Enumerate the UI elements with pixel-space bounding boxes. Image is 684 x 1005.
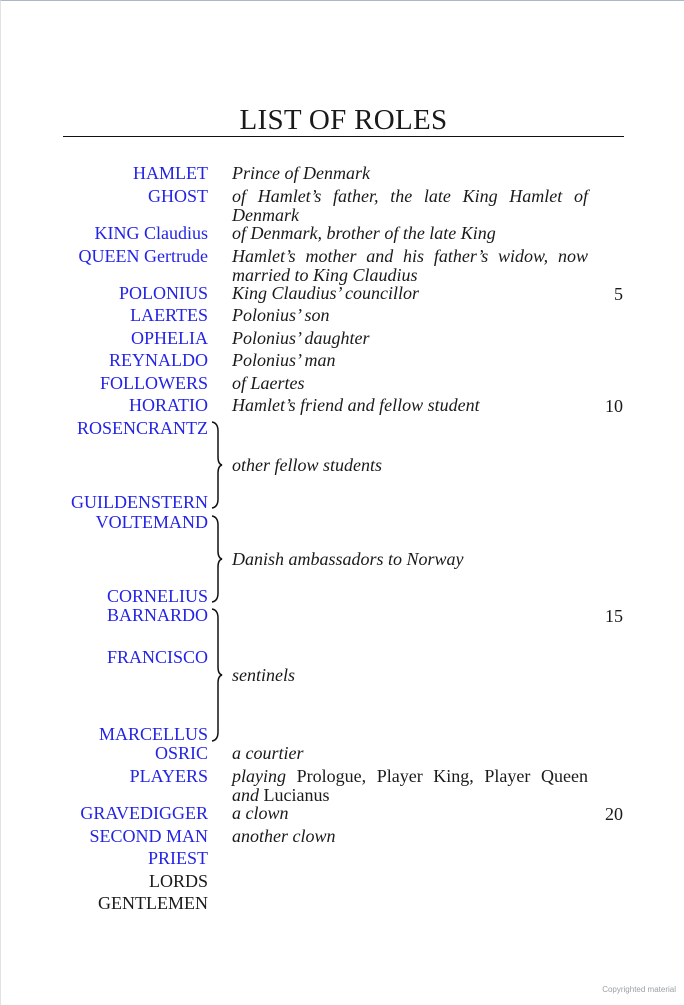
line-number-15: 15 [605, 606, 623, 626]
group-desc-sentinels: sentinels [232, 665, 295, 685]
players-desc-roman-1: Prologue, Player King, Player Queen [286, 766, 588, 786]
line-number-5: 5 [614, 284, 623, 304]
role-desc-gravedigger: a clown [232, 803, 289, 823]
role-desc-second-man: another clown [232, 826, 336, 846]
role-name-gentlemen: GENTLEMEN [98, 893, 208, 913]
role-desc-players [232, 767, 588, 805]
role-desc-followers: of Laertes [232, 373, 305, 393]
role-name-lords: LORDS [148, 871, 208, 891]
role-desc-laertes: Polonius’ son [232, 305, 330, 325]
role-desc-ghost: of Hamlet’s father, the late King Hamlet of Denmark [232, 186, 588, 225]
role-name-horatio[interactable]: HORATIO [129, 395, 208, 415]
role-desc-king: of Denmark, brother of the late King [232, 223, 496, 243]
players-desc-italic-1: playing [232, 766, 286, 786]
role-name-francisco[interactable]: FRANCISCO [106, 647, 208, 667]
players-desc-italic-2: and [232, 785, 259, 805]
role-desc-hamlet: Prince of Denmark [232, 163, 370, 183]
role-name-players[interactable]: PLAYERS [129, 766, 208, 786]
role-name-gravedigger[interactable]: GRAVEDIGGER [80, 803, 208, 823]
page-title: LIST OF ROLES [239, 104, 448, 136]
role-name-cornelius[interactable]: CORNELIUS [106, 586, 208, 606]
brace-sentinels [206, 608, 228, 742]
brace-ambassadors [206, 515, 228, 603]
role-desc-ophelia: Polonius’ daughter [232, 328, 370, 348]
role-name-osric[interactable]: OSRIC [154, 743, 208, 763]
role-desc-polonius: King Claudius’ councillor [232, 283, 420, 303]
role-name-marcellus[interactable]: MARCELLUS [98, 724, 208, 744]
title-rule [63, 136, 624, 137]
role-name-barnardo[interactable]: BARNARDO [106, 605, 208, 625]
role-name-voltemand[interactable]: VOLTEMAND [95, 512, 208, 532]
role-desc-reynaldo: Polonius’ man [232, 350, 336, 370]
role-name-ophelia[interactable]: OPHELIA [131, 328, 208, 348]
line-number-20: 20 [605, 804, 623, 824]
role-name-priest[interactable]: PRIEST [147, 848, 208, 868]
line-number-10: 10 [605, 396, 623, 416]
copyright-notice: Copyrighted material [602, 985, 676, 994]
role-desc-horatio: Hamlet’s friend and fellow student [232, 395, 480, 415]
role-name-second-man[interactable]: SECOND MAN [89, 826, 208, 846]
role-name-ghost[interactable]: GHOST [147, 186, 208, 206]
role-name-laertes[interactable]: LAERTES [130, 305, 208, 325]
group-desc-fellow-students: other fellow students [232, 455, 382, 475]
role-name-king[interactable]: KING Claudius [94, 223, 208, 243]
role-desc-queen: Hamlet’s mother and his father’s widow, now married to King Claudius [232, 246, 588, 285]
role-name-queen[interactable]: QUEEN Gertrude [78, 246, 208, 266]
role-name-rosencrantz[interactable]: ROSENCRANTZ [76, 418, 208, 438]
role-name-hamlet[interactable]: HAMLET [133, 163, 208, 183]
role-name-guildenstern[interactable]: GUILDENSTERN [71, 492, 208, 512]
brace-fellow-students [206, 421, 228, 509]
role-desc-osric: a courtier [232, 743, 304, 763]
role-name-followers[interactable]: FOLLOWERS [100, 373, 208, 393]
role-name-polonius[interactable]: POLONIUS [118, 283, 208, 303]
players-desc-roman-2: Lucianus [259, 785, 330, 805]
group-desc-ambassadors: Danish ambassadors to Norway [232, 549, 464, 569]
role-name-reynaldo[interactable]: REYNALDO [109, 350, 208, 370]
